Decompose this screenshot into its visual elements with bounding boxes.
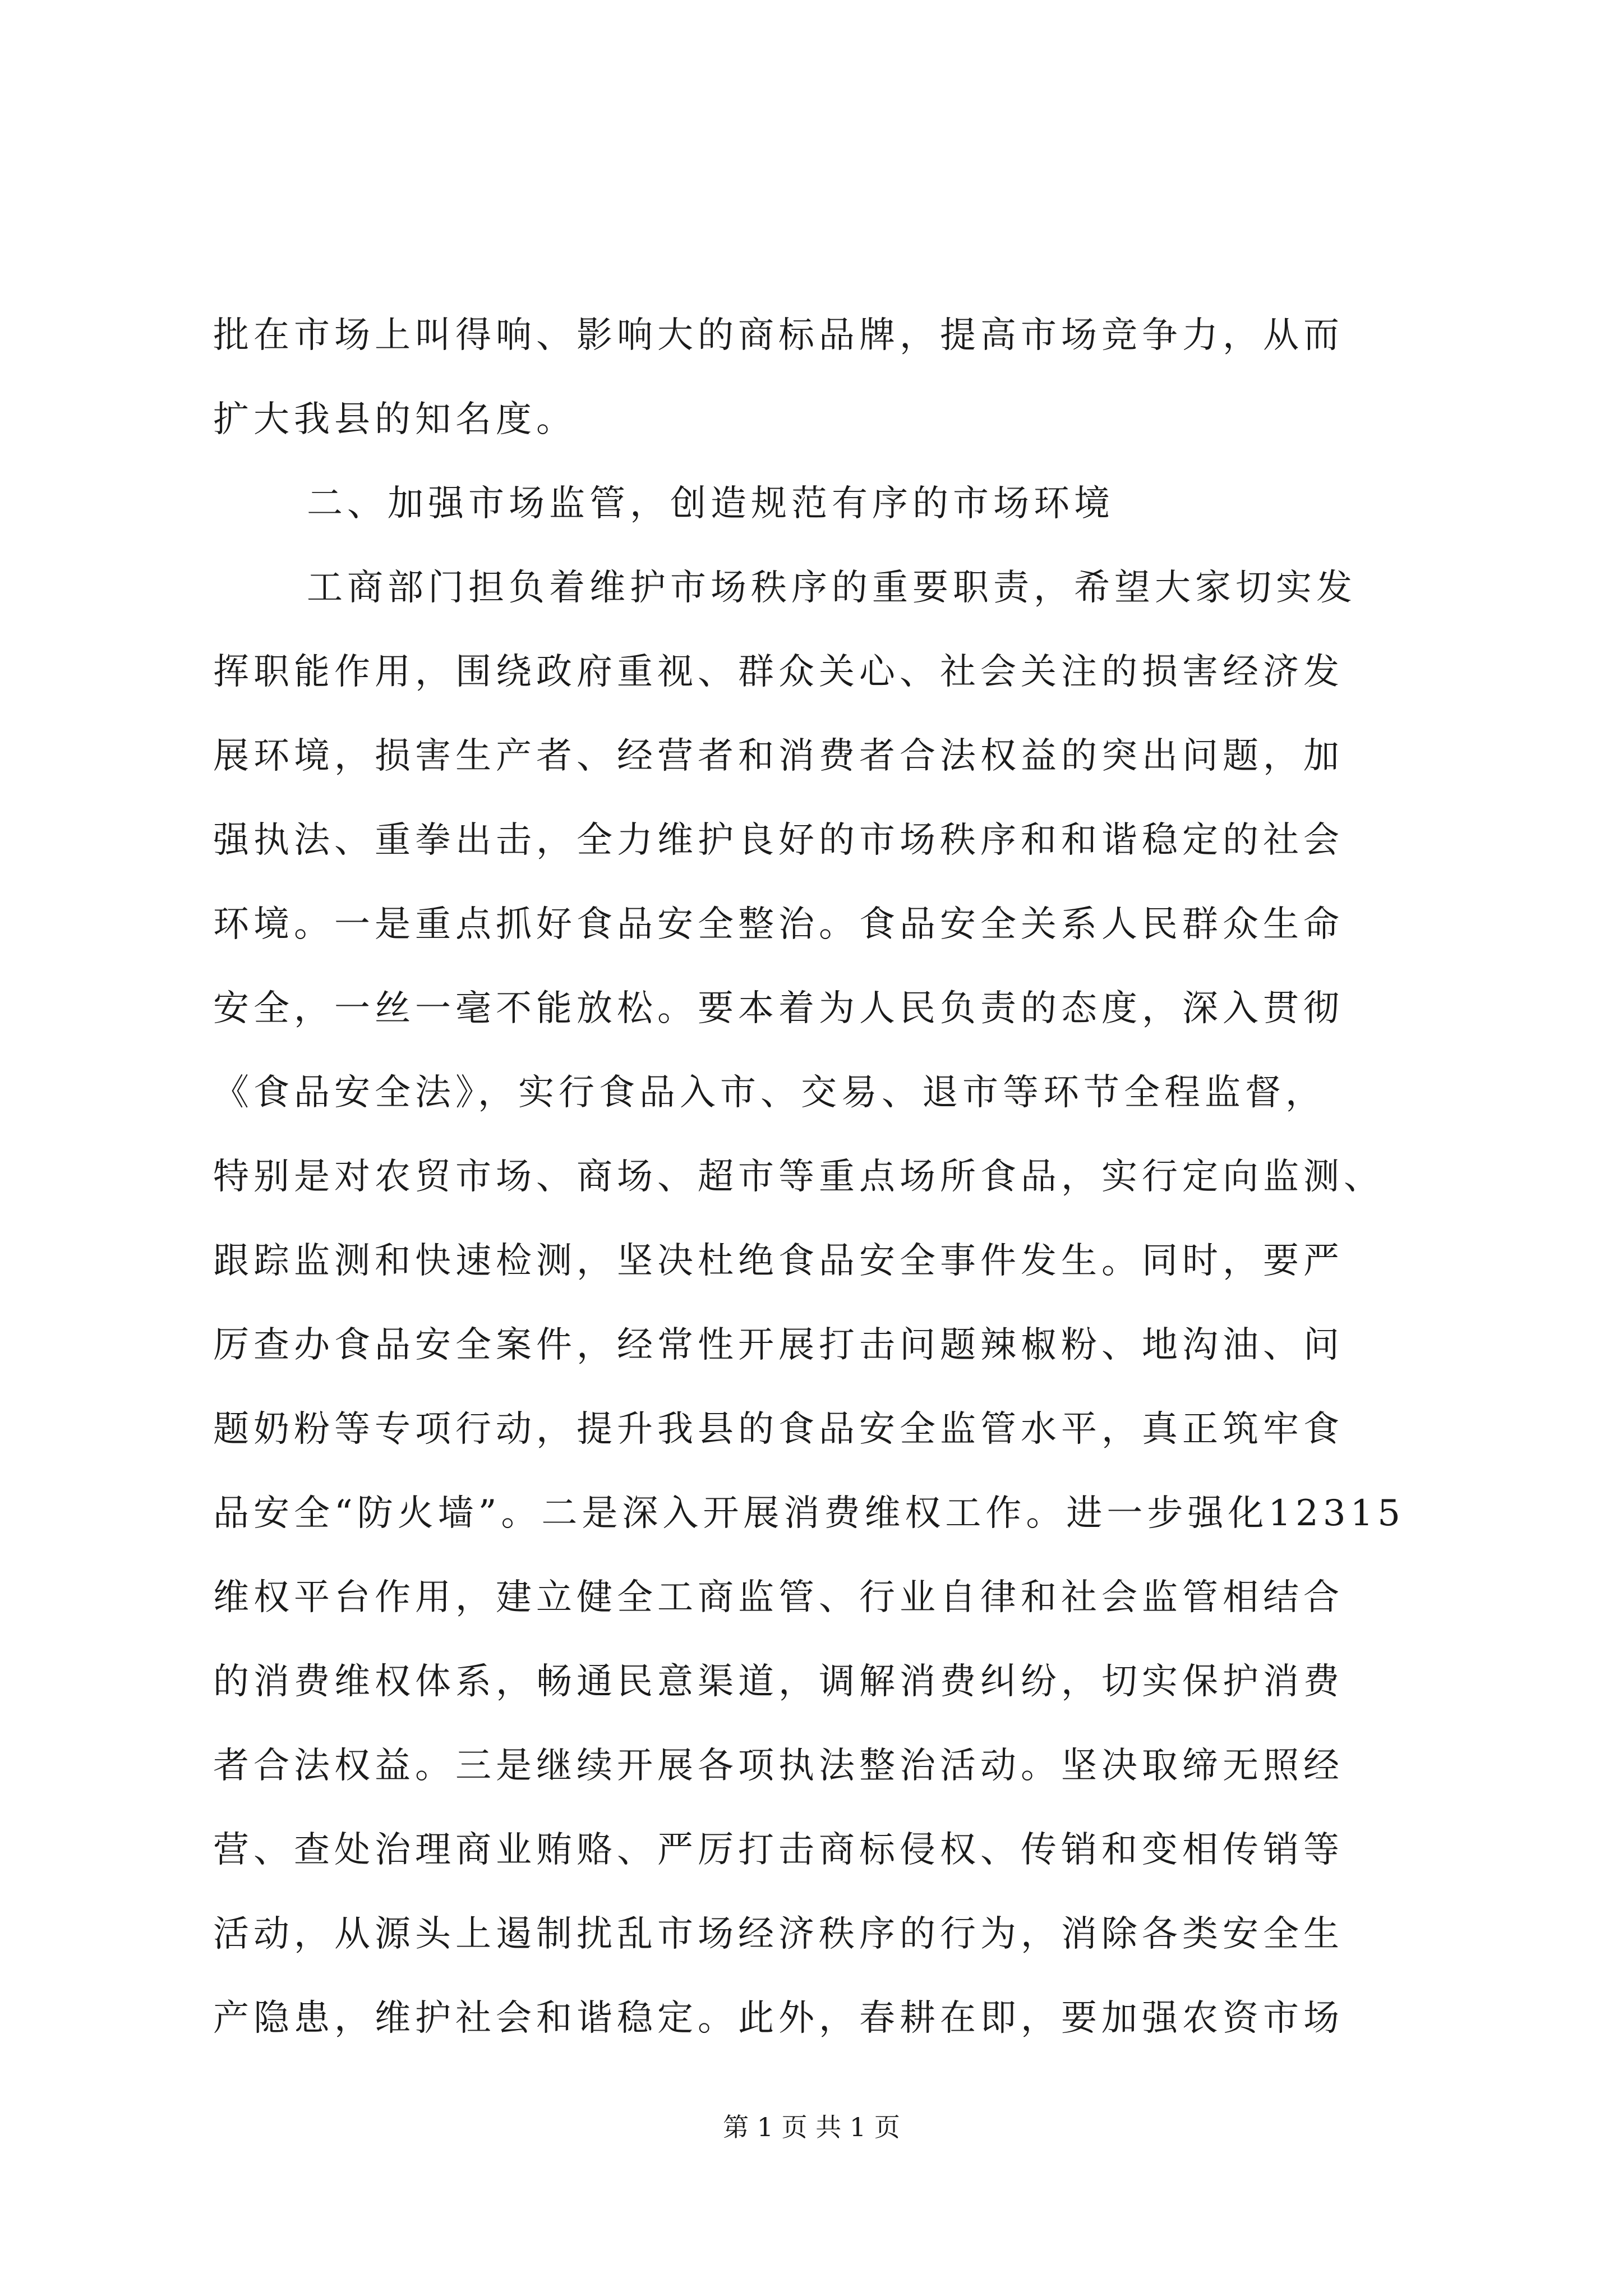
paragraph-line: 强执法、重拳出击，全力维护良好的市场秩序和和谐稳定的社会 xyxy=(213,820,1344,861)
paragraph-line: 产隐患，维护社会和谐稳定。此外，春耕在即，要加强农资市场 xyxy=(213,1998,1344,2039)
paragraph-line: 的消费维权体系，畅通民意渠道，调解消费纠纷，切实保护消费 xyxy=(213,1661,1344,1703)
page-footer: 第 1 页 共 1 页 xyxy=(723,2112,900,2142)
paragraph-line: 批在市场上叫得响、影响大的商标品牌，提高市场竞争力，从而 xyxy=(213,315,1344,356)
paragraph-line: 者合法权益。三是继续开展各项执法整治活动。坚决取缔无照经 xyxy=(213,1745,1344,1787)
paragraph-line: 维权平台作用，建立健全工商监管、行业自律和社会监管相结合 xyxy=(213,1577,1344,1618)
paragraph-line: 安全，一丝一毫不能放松。要本着为人民负责的态度，深入贯彻 xyxy=(213,988,1344,1029)
paragraph-line: 题奶粉等专项行动，提升我县的食品安全监管水平，真正筑牢食 xyxy=(213,1409,1344,1450)
section-heading: 二、加强市场监管，创造规范有序的市场环境 xyxy=(307,483,1114,524)
paragraph-line: 营、查处治理商业贿赂、严厉打击商标侵权、传销和变相传销等 xyxy=(213,1829,1344,1871)
paragraph-line: 扩大我县的知名度。 xyxy=(213,399,577,440)
paragraph-line: 挥职能作用，围绕政府重视、群众关心、社会关注的损害经济发 xyxy=(213,651,1344,693)
paragraph-line: 厉查办食品安全案件，经常性开展打击问题辣椒粉、地沟油、问 xyxy=(213,1324,1344,1366)
paragraph-line: 《食品安全法》，实行食品入市、交易、退市等环节全程监督， xyxy=(213,1072,1326,1114)
paragraph-line: 环境。一是重点抓好食品安全整治。食品安全关系人民群众生命 xyxy=(213,904,1344,945)
paragraph-line: 活动，从源头上遏制扰乱市场经济秩序的行为，消除各类安全生 xyxy=(213,1913,1344,1955)
paragraph-line: 展环境，损害生产者、经营者和消费者合法权益的突出问题，加 xyxy=(213,735,1344,777)
paragraph-line: 特别是对农贸市场、商场、超市等重点场所食品，实行定向监测、 xyxy=(213,1156,1384,1198)
paragraph-line: 跟踪监测和快速检测，坚决杜绝食品安全事件发生。同时，要严 xyxy=(213,1240,1344,1282)
paragraph-line: 品安全“防火墙”。二是深入开展消费维权工作。进一步强化12315 xyxy=(213,1493,1405,1534)
paragraph-line: 工商部门担负着维护市场秩序的重要职责，希望大家切实发 xyxy=(307,567,1357,609)
